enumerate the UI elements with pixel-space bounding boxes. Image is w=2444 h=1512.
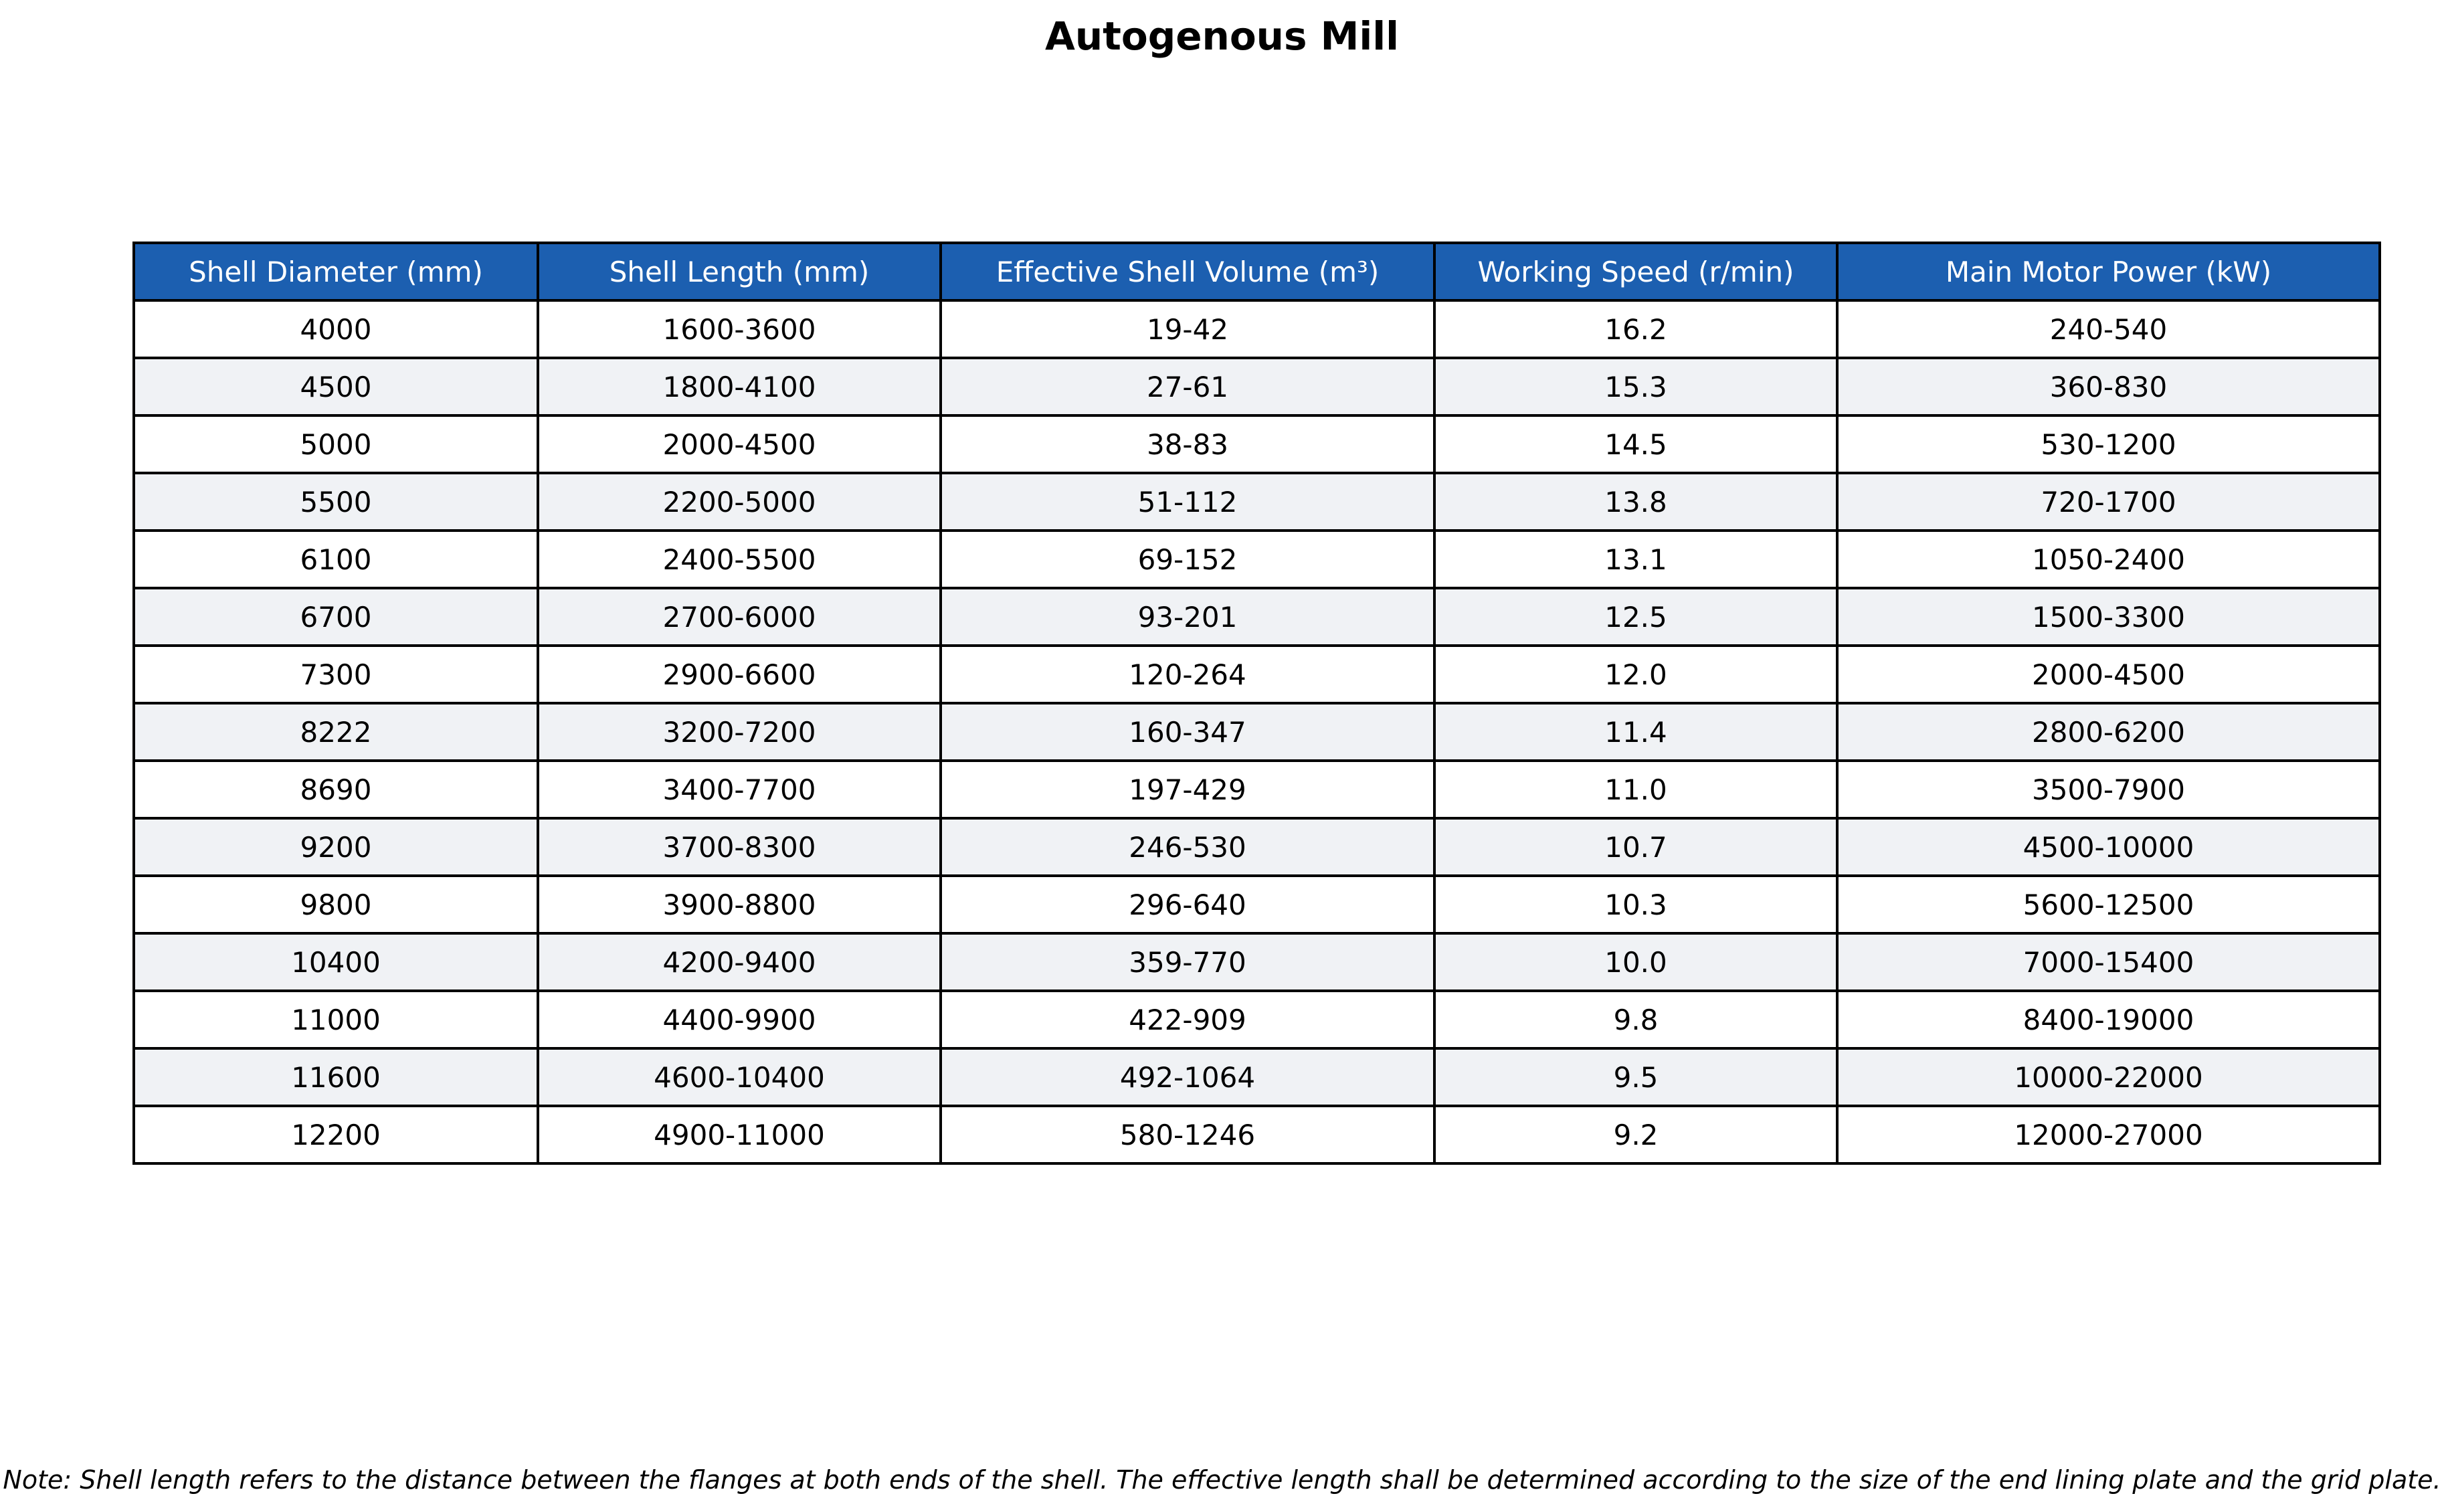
cell-shell-length: 2200-5000 xyxy=(538,473,941,531)
cell-motor-power: 530-1200 xyxy=(1837,415,2380,473)
footnote: Note: Shell length refers to the distance between the flanges at both ends of the shell. The effective length shall be determined according to the size of the end lining plate and the grid plate. xyxy=(3,1465,2441,1495)
cell-shell-diameter: 12200 xyxy=(134,1106,538,1163)
table-title: Autogenous Mill xyxy=(1044,13,1400,59)
table-row xyxy=(134,876,2380,933)
cell-working-speed: 9.2 xyxy=(1434,1106,1837,1163)
cell-effective-volume: 19-42 xyxy=(941,300,1434,358)
cell-shell-length: 3400-7700 xyxy=(538,761,941,818)
cell-shell-diameter: 4000 xyxy=(134,300,538,358)
cell-working-speed: 11.4 xyxy=(1434,703,1837,761)
cell-motor-power: 12000-27000 xyxy=(1837,1106,2380,1163)
table-row xyxy=(134,646,2380,703)
table-row xyxy=(134,531,2380,588)
column-header-working-speed: Working Speed (r/min) xyxy=(1434,243,1837,300)
cell-effective-volume: 120-264 xyxy=(941,646,1434,703)
cell-working-speed: 12.5 xyxy=(1434,588,1837,646)
cell-effective-volume: 580-1246 xyxy=(941,1106,1434,1163)
cell-effective-volume: 246-530 xyxy=(941,818,1434,876)
table-row xyxy=(134,818,2380,876)
cell-working-speed: 16.2 xyxy=(1434,300,1837,358)
table-body xyxy=(134,300,2380,1163)
cell-shell-length: 2000-4500 xyxy=(538,415,941,473)
cell-shell-length: 1800-4100 xyxy=(538,358,941,415)
cell-shell-diameter: 8690 xyxy=(134,761,538,818)
cell-motor-power: 10000-22000 xyxy=(1837,1048,2380,1106)
cell-shell-length: 3200-7200 xyxy=(538,703,941,761)
cell-shell-length: 2700-6000 xyxy=(538,588,941,646)
column-header-shell-length: Shell Length (mm) xyxy=(538,243,941,300)
cell-shell-length: 3700-8300 xyxy=(538,818,941,876)
cell-working-speed: 9.8 xyxy=(1434,991,1837,1048)
cell-effective-volume: 492-1064 xyxy=(941,1048,1434,1106)
cell-shell-diameter: 5500 xyxy=(134,473,538,531)
cell-motor-power: 7000-15400 xyxy=(1837,933,2380,991)
cell-shell-diameter: 9200 xyxy=(134,818,538,876)
cell-effective-volume: 160-347 xyxy=(941,703,1434,761)
cell-working-speed: 10.7 xyxy=(1434,818,1837,876)
cell-effective-volume: 51-112 xyxy=(941,473,1434,531)
cell-shell-diameter: 10400 xyxy=(134,933,538,991)
cell-working-speed: 10.0 xyxy=(1434,933,1837,991)
table-row xyxy=(134,358,2380,415)
table-row xyxy=(134,991,2380,1048)
column-header-effective-volume: Effective Shell Volume (m³) xyxy=(941,243,1434,300)
cell-working-speed: 12.0 xyxy=(1434,646,1837,703)
table-row xyxy=(134,761,2380,818)
cell-effective-volume: 38-83 xyxy=(941,415,1434,473)
cell-effective-volume: 197-429 xyxy=(941,761,1434,818)
cell-shell-length: 2900-6600 xyxy=(538,646,941,703)
cell-working-speed: 11.0 xyxy=(1434,761,1837,818)
cell-effective-volume: 69-152 xyxy=(941,531,1434,588)
cell-working-speed: 15.3 xyxy=(1434,358,1837,415)
column-header-shell-diameter: Shell Diameter (mm) xyxy=(134,243,538,300)
cell-shell-length: 2400-5500 xyxy=(538,531,941,588)
cell-motor-power: 3500-7900 xyxy=(1837,761,2380,818)
cell-working-speed: 10.3 xyxy=(1434,876,1837,933)
cell-shell-length: 1600-3600 xyxy=(538,300,941,358)
cell-motor-power: 1500-3300 xyxy=(1837,588,2380,646)
cell-motor-power: 8400-19000 xyxy=(1837,991,2380,1048)
cell-shell-diameter: 7300 xyxy=(134,646,538,703)
cell-shell-length: 4200-9400 xyxy=(538,933,941,991)
cell-motor-power: 2800-6200 xyxy=(1837,703,2380,761)
cell-working-speed: 9.5 xyxy=(1434,1048,1837,1106)
cell-shell-diameter: 8222 xyxy=(134,703,538,761)
cell-effective-volume: 422-909 xyxy=(941,991,1434,1048)
cell-shell-diameter: 5000 xyxy=(134,415,538,473)
spec-table-container xyxy=(132,242,2381,1165)
header-row xyxy=(134,243,2380,300)
table-row xyxy=(134,703,2380,761)
table-row xyxy=(134,1106,2380,1163)
cell-motor-power: 1050-2400 xyxy=(1837,531,2380,588)
column-header-motor-power: Main Motor Power (kW) xyxy=(1837,243,2380,300)
cell-motor-power: 240-540 xyxy=(1837,300,2380,358)
cell-shell-diameter: 6100 xyxy=(134,531,538,588)
cell-motor-power: 4500-10000 xyxy=(1837,818,2380,876)
cell-motor-power: 720-1700 xyxy=(1837,473,2380,531)
table-row xyxy=(134,300,2380,358)
cell-shell-diameter: 11000 xyxy=(134,991,538,1048)
cell-working-speed: 13.8 xyxy=(1434,473,1837,531)
table-row xyxy=(134,588,2380,646)
spec-table xyxy=(132,242,2381,1165)
table-row xyxy=(134,473,2380,531)
cell-effective-volume: 27-61 xyxy=(941,358,1434,415)
cell-working-speed: 14.5 xyxy=(1434,415,1837,473)
table-row xyxy=(134,933,2380,991)
cell-shell-length: 3900-8800 xyxy=(538,876,941,933)
cell-motor-power: 5600-12500 xyxy=(1837,876,2380,933)
cell-shell-diameter: 6700 xyxy=(134,588,538,646)
table-row xyxy=(134,415,2380,473)
cell-working-speed: 13.1 xyxy=(1434,531,1837,588)
cell-shell-length: 4600-10400 xyxy=(538,1048,941,1106)
cell-effective-volume: 359-770 xyxy=(941,933,1434,991)
cell-shell-length: 4400-9900 xyxy=(538,991,941,1048)
cell-shell-length: 4900-11000 xyxy=(538,1106,941,1163)
cell-effective-volume: 93-201 xyxy=(941,588,1434,646)
cell-motor-power: 360-830 xyxy=(1837,358,2380,415)
cell-shell-diameter: 9800 xyxy=(134,876,538,933)
cell-shell-diameter: 4500 xyxy=(134,358,538,415)
table-row xyxy=(134,1048,2380,1106)
cell-effective-volume: 296-640 xyxy=(941,876,1434,933)
cell-motor-power: 2000-4500 xyxy=(1837,646,2380,703)
cell-shell-diameter: 11600 xyxy=(134,1048,538,1106)
